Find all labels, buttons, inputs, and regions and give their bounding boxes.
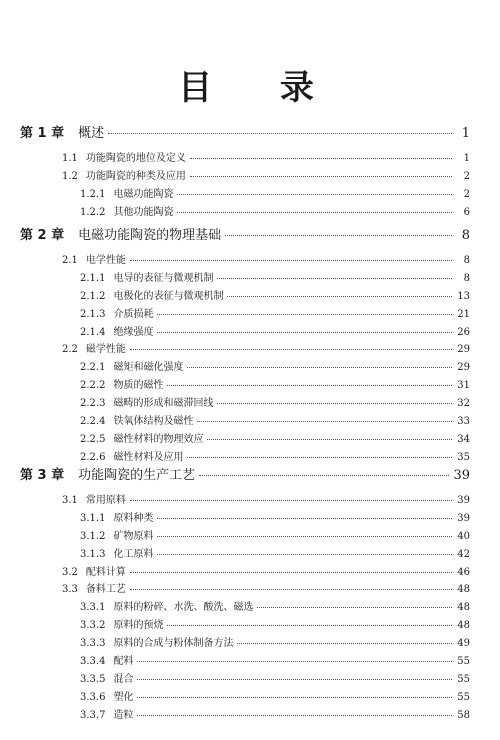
toc-number: 2.2.6 — [80, 451, 106, 463]
toc-title: 磁矩和磁化强度 — [113, 362, 184, 374]
dot-leader — [137, 679, 452, 680]
toc-number: 3.1.2 — [80, 530, 106, 542]
toc-page-number: 2 — [463, 170, 470, 182]
toc-page-number: 21 — [457, 308, 470, 320]
toc-title: 矿物原料 — [113, 530, 154, 542]
toc-page-number: 32 — [457, 398, 470, 410]
toc-number: 3.2 — [62, 566, 78, 578]
dot-leader — [108, 133, 452, 134]
toc-page-number: 48 — [457, 602, 470, 614]
subsection-entry — [80, 706, 470, 721]
toc-title: 电学性能 — [85, 254, 126, 266]
toc-page-number: 39 — [457, 494, 470, 506]
toc-number: 第 3 章 — [20, 468, 65, 483]
dot-leader — [167, 625, 452, 626]
dot-leader — [257, 607, 452, 608]
toc-title: 原料的预烧 — [113, 620, 164, 632]
toc-title: 电磁功能陶瓷 — [113, 188, 174, 200]
section-entry — [62, 340, 470, 355]
section-entry — [62, 251, 470, 266]
toc-page-number: 55 — [457, 691, 470, 703]
dot-leader — [157, 332, 452, 333]
toc-number: 2.2.2 — [80, 380, 106, 392]
dot-leader — [177, 194, 452, 195]
toc-page-number: 1 — [461, 126, 470, 141]
chapter-heading — [20, 464, 470, 483]
dot-leader — [157, 554, 452, 555]
toc-page-number: 8 — [463, 254, 470, 266]
dot-leader — [130, 260, 452, 261]
subsection-entry — [80, 358, 470, 373]
dot-leader — [157, 314, 452, 315]
toc-page-number: 1 — [463, 152, 470, 164]
toc-page-number: 31 — [457, 380, 470, 392]
subsection-entry — [80, 376, 470, 391]
toc-number: 3.1 — [62, 494, 78, 506]
toc-title: 原料的合成与粉体制备方法 — [113, 638, 234, 650]
toc-title: 电磁功能陶瓷的物理基础 — [78, 228, 222, 243]
toc-title: 磁畴的形成和磁滞回线 — [113, 398, 214, 410]
toc-title: 概述 — [78, 126, 105, 141]
toc-number: 3.3.4 — [80, 656, 106, 668]
toc-title: 电极化的表征与微观机制 — [113, 290, 224, 302]
section-entry — [62, 167, 470, 182]
toc-number: 3.1.3 — [80, 548, 106, 560]
dot-leader — [130, 349, 452, 350]
dot-leader — [130, 500, 452, 501]
toc-title: 功能陶瓷的种类及应用 — [85, 170, 186, 182]
toc-title: 电导的表征与微观机制 — [113, 272, 214, 284]
toc-page-number: 2 — [463, 188, 470, 200]
subsection-entry — [80, 185, 470, 200]
subsection-entry — [80, 545, 470, 560]
toc-number: 2.2.4 — [80, 416, 106, 428]
toc-page-number: 39 — [457, 512, 470, 524]
toc-number: 3.3.7 — [80, 709, 106, 721]
subsection-entry — [80, 598, 470, 613]
toc-page-number: 58 — [457, 709, 470, 721]
toc-title: 绝缘强度 — [113, 326, 154, 338]
toc-page-number: 48 — [457, 620, 470, 632]
toc-title: 塑化 — [113, 691, 134, 703]
toc-number: 第 1 章 — [20, 126, 65, 141]
toc-title: 配料 — [113, 656, 134, 668]
dot-leader — [157, 518, 452, 519]
toc-title: 介质损耗 — [113, 308, 154, 320]
toc-title: 混合 — [113, 673, 134, 685]
toc-title: 造粒 — [113, 709, 134, 721]
subsection-entry — [80, 203, 470, 218]
toc-title: 备料工艺 — [85, 584, 126, 596]
toc-title: 功能陶瓷的地位及定义 — [85, 152, 186, 164]
toc-number: 3.3.3 — [80, 638, 106, 650]
subsection-entry — [80, 412, 470, 427]
toc-page-number: 6 — [463, 206, 470, 218]
dot-leader — [167, 385, 452, 386]
dot-leader — [217, 403, 452, 404]
subsection-entry — [80, 509, 470, 524]
dot-leader — [227, 296, 452, 297]
toc-number: 2.1.1 — [80, 272, 106, 284]
page-title: 目 录 — [178, 68, 342, 108]
subsection-entry — [80, 323, 470, 338]
section-entry — [62, 491, 470, 506]
toc-number: 2.2.5 — [80, 433, 106, 445]
dot-leader — [157, 536, 452, 537]
dot-leader — [190, 176, 452, 177]
dot-leader — [225, 235, 452, 236]
subsection-entry — [80, 527, 470, 542]
subsection-entry — [80, 688, 470, 703]
subsection-entry — [80, 287, 470, 302]
subsection-entry — [80, 269, 470, 284]
dot-leader — [187, 457, 452, 458]
chapter-heading — [20, 224, 470, 243]
toc-page-number: 8 — [461, 228, 470, 243]
toc-title: 化工原料 — [113, 548, 154, 560]
toc-page-number: 34 — [457, 433, 470, 445]
toc-page-number: 55 — [457, 673, 470, 685]
toc-number: 2.1.3 — [80, 308, 106, 320]
subsection-entry — [80, 670, 470, 685]
toc-title: 原料的粉碎、水洗、酸洗、磁选 — [113, 602, 254, 614]
subsection-entry — [80, 430, 470, 445]
toc-page-number: 39 — [453, 468, 470, 483]
section-entry — [62, 580, 470, 595]
toc-number: 3.3 — [62, 584, 78, 596]
toc-number: 第 2 章 — [20, 228, 65, 243]
toc-title: 磁性材料的物理效应 — [113, 433, 204, 445]
dot-leader — [199, 475, 449, 476]
toc-number: 1.2 — [62, 170, 78, 182]
toc-number: 2.2 — [62, 344, 78, 356]
toc-page-number: 8 — [463, 272, 470, 284]
toc-page-number: 42 — [457, 548, 470, 560]
subsection-entry — [80, 305, 470, 320]
subsection-entry — [80, 634, 470, 649]
dot-leader — [137, 661, 452, 662]
toc-title: 铁氧体结构及磁性 — [113, 416, 194, 428]
toc-number: 1.2.1 — [80, 188, 106, 200]
toc-title: 配料计算 — [85, 566, 126, 578]
subsection-entry — [80, 448, 470, 463]
toc-title: 磁学性能 — [85, 344, 126, 356]
section-entry — [62, 149, 470, 164]
toc-title: 原料种类 — [113, 512, 154, 524]
toc-number: 2.2.3 — [80, 398, 106, 410]
dot-leader — [177, 212, 452, 213]
toc-title: 其他功能陶瓷 — [113, 206, 174, 218]
toc-title: 磁性材料及应用 — [113, 451, 184, 463]
toc-number: 2.1.4 — [80, 326, 106, 338]
dot-leader — [190, 158, 452, 159]
toc-page-number: 49 — [457, 638, 470, 650]
toc-number: 2.2.1 — [80, 362, 106, 374]
toc-number: 2.1 — [62, 254, 78, 266]
toc-page-number: 55 — [457, 656, 470, 668]
toc-title: 物质的磁性 — [113, 380, 164, 392]
toc-number: 3.3.6 — [80, 691, 106, 703]
toc-number: 1.1 — [62, 152, 78, 164]
dot-leader — [137, 715, 452, 716]
subsection-entry — [80, 652, 470, 667]
toc-page-number: 46 — [457, 566, 470, 578]
subsection-entry — [80, 616, 470, 631]
toc-number: 3.3.5 — [80, 673, 106, 685]
toc-number: 3.1.1 — [80, 512, 106, 524]
dot-leader — [207, 439, 452, 440]
dot-leader — [217, 278, 452, 279]
toc-page-number: 29 — [457, 362, 470, 374]
dot-leader — [130, 572, 452, 573]
chapter-heading — [20, 122, 470, 141]
toc-page-number: 13 — [457, 290, 470, 302]
toc-number: 3.3.1 — [80, 602, 106, 614]
toc-title: 功能陶瓷的生产工艺 — [78, 468, 196, 483]
dot-leader — [187, 367, 452, 368]
toc-page-number: 35 — [457, 451, 470, 463]
toc-page-number: 33 — [457, 416, 470, 428]
toc-number: 1.2.2 — [80, 206, 106, 218]
toc-page-number: 48 — [457, 584, 470, 596]
toc-page-number: 26 — [457, 326, 470, 338]
section-entry — [62, 563, 470, 578]
dot-leader — [130, 589, 452, 590]
toc-number: 3.3.2 — [80, 620, 106, 632]
subsection-entry — [80, 394, 470, 409]
dot-leader — [237, 643, 452, 644]
toc-page-number: 29 — [457, 344, 470, 356]
toc-page-number: 40 — [457, 530, 470, 542]
dot-leader — [137, 697, 452, 698]
toc-number: 2.1.2 — [80, 290, 106, 302]
toc-title: 常用原料 — [85, 494, 126, 506]
dot-leader — [197, 421, 452, 422]
